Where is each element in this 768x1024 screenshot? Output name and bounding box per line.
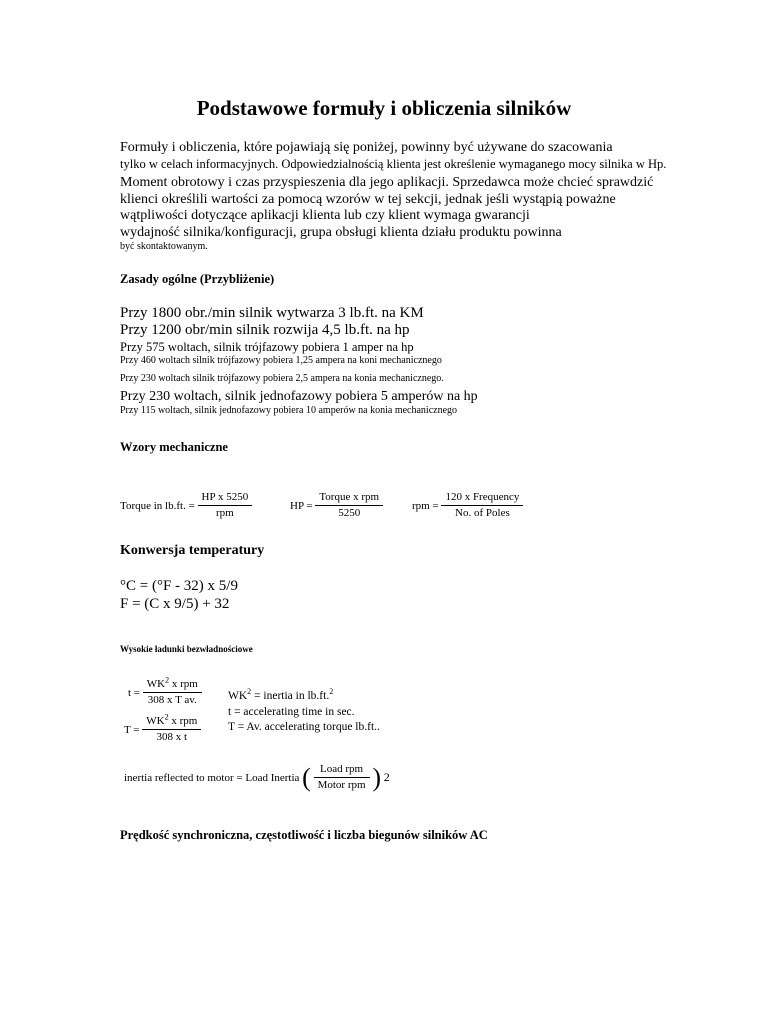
section-heading-general-rules: Zasady ogólne (Przybliżenie)	[120, 272, 275, 286]
torque-formula-lhs: Torque in lb.ft. =	[120, 499, 195, 512]
t-formula-denominator: 308 x T av.	[147, 694, 197, 706]
hp-formula-denominator: 5250	[338, 507, 361, 519]
intro-line: być skontaktowanym.	[120, 241, 208, 252]
rule-line: Przy 1200 obr/min silnik rozwija 4,5 lb.ft. na hp	[120, 322, 410, 338]
inertia-legend-wk: $WK^2$ = inertia in lb.ft.$^2$	[228, 687, 334, 702]
t-formula-fraction	[143, 677, 202, 708]
intro-line: klienci określili wartości za pomocą wzorów w tej sekcji, jednak jeśli wystąpią poważne	[120, 192, 616, 207]
intro-line: wątpliwości dotyczące aplikacji klienta lub czy klient wymaga gwarancji	[120, 208, 530, 223]
rule-line: Przy 1800 obr./min silnik wytwarza 3 lb.ft. na KM	[120, 305, 424, 321]
intro-line: wydajność silnika/konfiguracji, grupa obsługi klienta działu produktu powinna	[120, 225, 562, 240]
intro-line: Formuły i obliczenia, które pojawiają się poniżej, powinny być używane do szacowania	[120, 140, 613, 155]
t-formula-lhs: t =	[128, 686, 141, 699]
t-formula-numerator: $WK^2$ x rpm	[143, 677, 202, 693]
intro-line: tylko w celach informacyjnych. Odpowiedzialnością klienta jest określenie wymaganego mocy silnika w Hp.	[120, 157, 667, 171]
hp-formula	[290, 490, 383, 521]
reflected-inertia-exponent: 2	[383, 770, 390, 784]
inertia-legend-t: t = accelerating time in sec.	[228, 706, 355, 718]
temperature-formula-celsius: °C = (°F - 32) x 5/9	[120, 578, 238, 594]
T-formula-fraction	[142, 714, 201, 745]
section-heading-mechanical: Wzory mechaniczne	[120, 440, 228, 454]
section-heading-inertia: Wysokie ładunki bezwładnościowe	[120, 644, 253, 654]
torque-formula	[120, 490, 252, 521]
rule-line: Przy 230 woltach, silnik jednofazowy pobiera 5 amperów na hp	[120, 389, 478, 404]
open-parenthesis: (	[302, 762, 311, 792]
rule-line: Przy 115 woltach, silnik jednofazowy pobiera 10 amperów na konia mechanicznego	[120, 405, 458, 416]
reflected-inertia-lhs: inertia reflected to motor = Load Inertia	[124, 771, 300, 784]
inertia-legend-T: T = Av. accelerating torque lb.ft..	[228, 721, 380, 733]
rpm-formula-denominator: No. of Poles	[455, 507, 510, 519]
hp-formula-fraction	[315, 490, 383, 521]
temperature-formula-fahrenheit: F = (C x 9/5) + 32	[120, 596, 230, 612]
close-parenthesis: )	[372, 762, 381, 792]
t-formula	[128, 677, 202, 708]
torque-formula-fraction	[198, 490, 253, 521]
hp-formula-numerator: Torque x rpm	[315, 490, 383, 506]
reflected-inertia-denominator: Motor rpm	[317, 779, 366, 791]
T-formula-numerator: $WK^2$ x rpm	[142, 714, 201, 730]
T-formula	[124, 714, 201, 745]
section-heading-synchronous-speed: Prędkość synchroniczna, częstotliwość i liczba biegunów silników AC	[120, 828, 488, 842]
rpm-formula-numerator: 120 x Frequency	[441, 490, 523, 506]
rule-line: Przy 575 woltach, silnik trójfazowy pobiera 1 amper na hp	[120, 340, 414, 354]
T-formula-lhs: T =	[124, 723, 140, 736]
rule-line: Przy 230 woltach silnik trójfazowy pobiera 2,5 ampera na konia mechanicznego.	[120, 373, 444, 384]
torque-formula-denominator: rpm	[216, 507, 234, 519]
torque-formula-numerator: HP x 5250	[198, 490, 253, 506]
page-title: Podstawowe formuły i obliczenia silników	[196, 96, 572, 120]
reflected-inertia-numerator: Load rpm	[314, 762, 370, 778]
reflected-inertia-formula	[124, 762, 390, 793]
rpm-formula	[412, 490, 523, 521]
reflected-inertia-fraction	[314, 762, 370, 793]
rpm-formula-lhs: rpm =	[412, 499, 439, 512]
intro-line: Moment obrotowy i czas przyspieszenia dla jego aplikacji. Sprzedawca może chcieć sprawdzić	[120, 175, 654, 190]
T-formula-denominator: 308 x t	[156, 731, 188, 743]
section-heading-temperature: Konwersja temperatury	[120, 543, 265, 558]
hp-formula-lhs: HP =	[290, 499, 313, 512]
rule-line: Przy 460 woltach silnik trójfazowy pobiera 1,25 ampera na koni mechanicznego	[120, 355, 442, 366]
rpm-formula-fraction	[441, 490, 523, 521]
